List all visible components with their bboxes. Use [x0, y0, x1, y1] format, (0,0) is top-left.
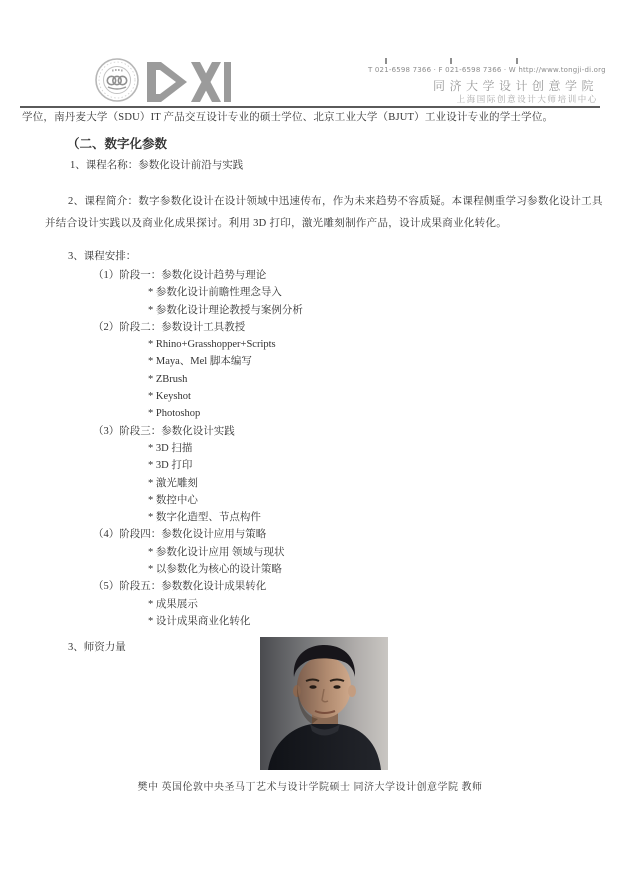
- schedule-stage-item: * ZBrush: [148, 373, 188, 385]
- course-name-line: 1、课程名称：参数化设计前沿与实践: [70, 160, 244, 171]
- tick-icon: [385, 58, 387, 64]
- schedule-stage-title: （1）阶段一：参数化设计趋势与理论: [93, 270, 267, 281]
- schedule-stage-item: * Maya、Mel 脚本编写: [148, 356, 252, 368]
- course-schedule-list: [45, 267, 603, 630]
- d-and-i-logo-icon: [147, 61, 231, 103]
- schedule-stage-item: * Keyshot: [148, 391, 191, 403]
- schedule-stage-item: * 3D 扫描: [148, 442, 193, 454]
- schedule-stage-title: （2）阶段二：参数设计工具教授: [93, 321, 246, 333]
- contact-line: T 021-6598 7366 · F 021-6598 7366 · W http://www.tongji-di.org: [368, 66, 606, 74]
- schedule-stage-title: （4）阶段四：参数化设计应用与策略: [93, 529, 267, 541]
- continuation-paragraph: 学位，南丹麦大学（SDU）IT 产品交互设计专业的硕士学位、北京工业大学（BJUT）工业设计专业的学士学位。: [22, 112, 554, 123]
- instructor-portrait-photo: [260, 637, 388, 770]
- schedule-stage-item: * Photoshop: [148, 408, 201, 420]
- schedule-stage-item: * 以参数化为核心的设计策略: [148, 564, 282, 576]
- section-heading: （二、数字化参数: [67, 137, 168, 151]
- schedule-stage-item: * 数字化造型、节点构件: [148, 512, 261, 524]
- schedule-stage-item: * 数控中心: [148, 494, 198, 506]
- schedule-heading: 3、课程安排：: [68, 251, 137, 262]
- schedule-stage-item: * 成果展示: [148, 598, 198, 610]
- university-seal-icon: [94, 57, 140, 103]
- schedule-stage-item: * 设计成果商业化转化: [148, 615, 251, 627]
- tick-icon: [450, 58, 452, 64]
- schedule-stage-item: * Rhino+Grasshopper+Scripts: [148, 339, 276, 351]
- schedule-stage-item: * 3D 打印: [148, 460, 193, 472]
- letterhead-contact-block: [368, 58, 606, 105]
- faculty-heading: 3、师资力量: [68, 642, 126, 654]
- section-content: [45, 136, 603, 655]
- schedule-stage-item: * 激光雕刻: [148, 477, 198, 489]
- schedule-stage-title: （5）阶段五：参数数化设计成果转化: [93, 581, 267, 593]
- instructor-caption: 樊中 英国伦敦中央圣马丁艺术与设计学院硕士 同济大学设计创意学院 教师: [137, 782, 483, 793]
- schedule-stage-item: * 参数化设计前瞻性理念导入: [148, 287, 282, 299]
- header-divider: [20, 106, 600, 108]
- schedule-stage-item: * 参数化设计理论教授与案例分析: [148, 304, 303, 316]
- institution-subtitle: 上海国际创意设计大师培训中心: [456, 94, 598, 104]
- tick-icon: [516, 58, 518, 64]
- schedule-stage-title: （3）阶段三：参数化设计实践: [93, 425, 235, 437]
- course-intro-paragraph: 2、课程简介：数字参数化设计在设计领域中迅速传布，作为未来趋势不容质疑。本课程侧重学习参数化设计工具并结合设计实践以及商业化成果探讨。利用 3D 打印，激光雕刻制作产品，设计成果商业化转化。: [45, 196, 603, 229]
- contact-tick-marks: [380, 58, 598, 66]
- schedule-stage-item: * 参数化设计应用 领域与现状: [148, 546, 285, 558]
- institution-name: 同济大学设计创意学院: [432, 79, 598, 93]
